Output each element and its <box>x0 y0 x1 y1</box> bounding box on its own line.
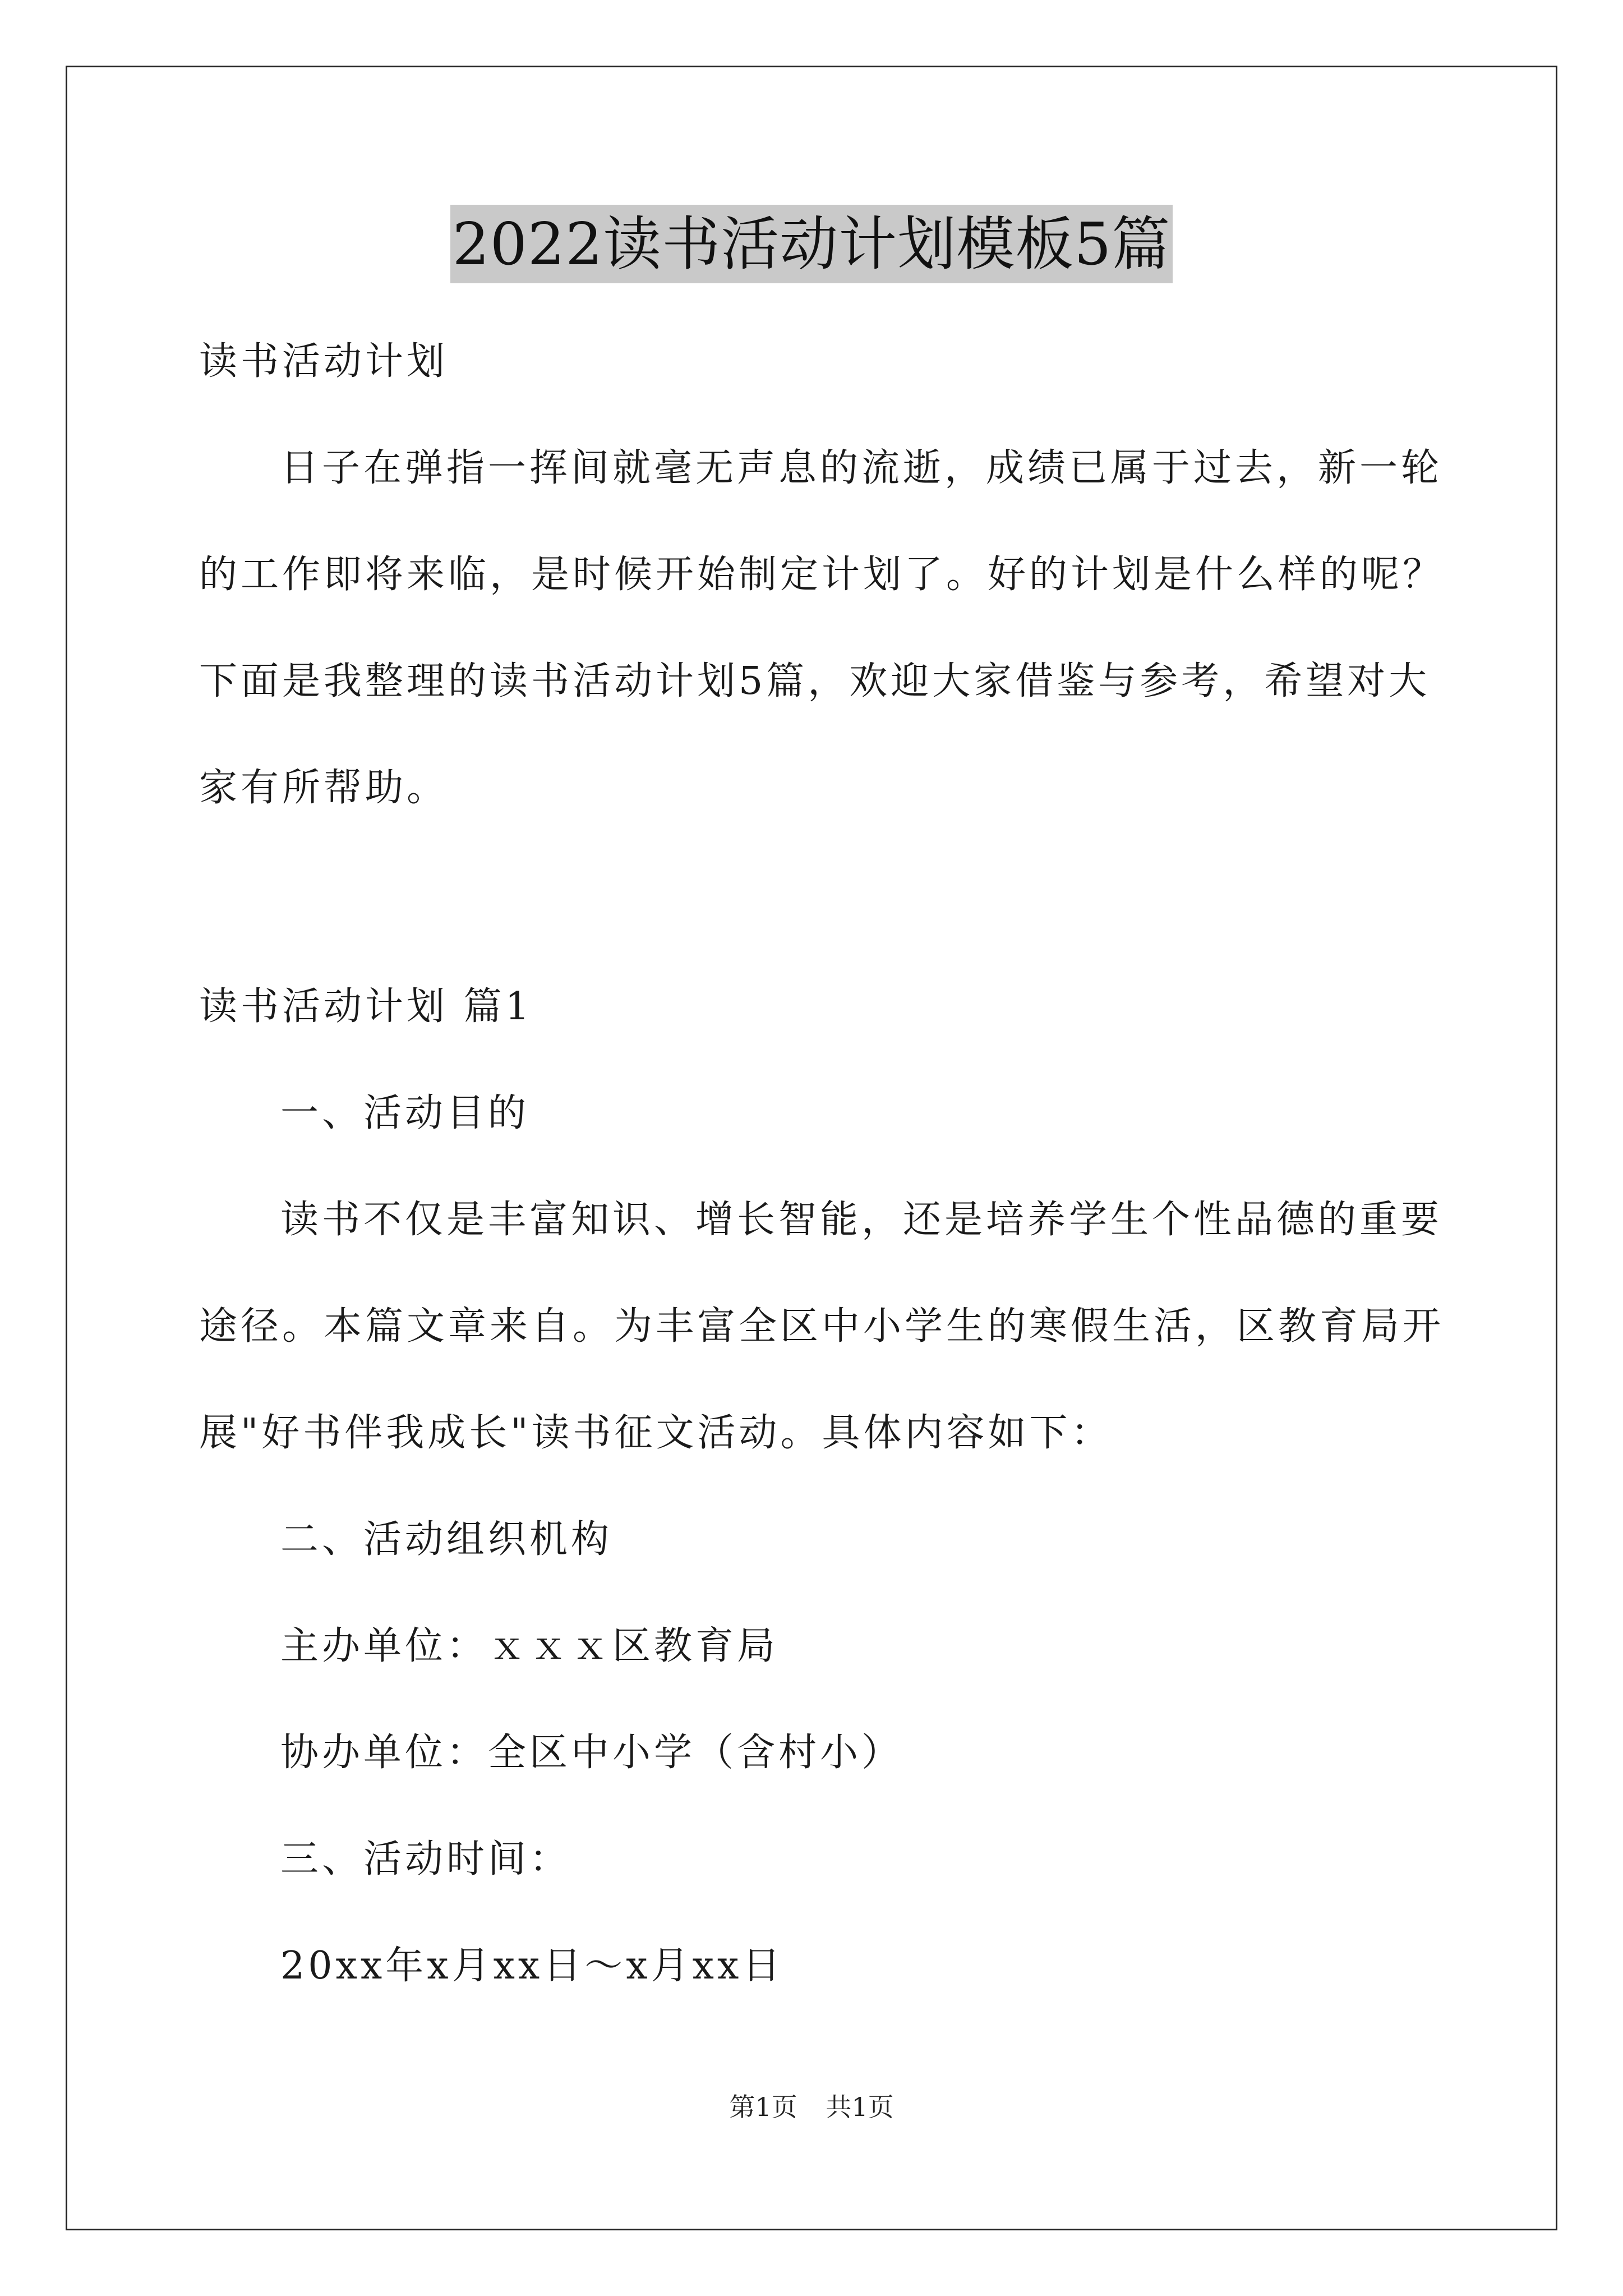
paragraph-line: 的工作即将来临，是时候开始制定计划了。好的计划是什么样的呢？ <box>199 553 1445 597</box>
page-number: 第1页 <box>729 2092 797 2122</box>
paragraph-line: 家有所帮助。 <box>199 766 449 810</box>
subheading-time: 三、活动时间： <box>280 1837 571 1881</box>
paragraph-line: 日子在弹指一挥间就毫无声息的流逝，成绩已属于过去，新一轮 <box>280 446 1443 490</box>
date-range-line: 20xx年x月xx日～x月xx日 <box>280 1944 784 1988</box>
page-total: 共1页 <box>826 2092 894 2122</box>
section-heading-part1: 读书活动计划 篇1 <box>199 984 533 1029</box>
section-heading-intro: 读书活动计划 <box>199 339 449 384</box>
co-organizer-line: 协办单位：全区中小学（含村小） <box>280 1731 903 1775</box>
paragraph-line: 下面是我整理的读书活动计划5篇，欢迎大家借鉴与参考，希望对大 <box>199 659 1431 703</box>
page-footer <box>0 2087 1623 2124</box>
document-title: 2022读书活动计划模板5篇 <box>450 205 1173 283</box>
paragraph-line: 途径。本篇文章来自。为丰富全区中小学生的寒假生活，区教育局开 <box>199 1304 1445 1349</box>
organizer-line: 主办单位：ｘｘｘ区教育局 <box>280 1624 779 1668</box>
paragraph-line: 读书不仅是丰富知识、增长智能，还是培养学生个性品德的重要 <box>280 1198 1443 1242</box>
title-container <box>0 205 1623 283</box>
paragraph-line: 展"好书伴我成长"读书征文活动。具体内容如下： <box>199 1411 1113 1455</box>
subheading-organization: 二、活动组织机构 <box>280 1517 613 1562</box>
page-border <box>66 66 1557 2230</box>
subheading-purpose: 一、活动目的 <box>280 1091 530 1135</box>
